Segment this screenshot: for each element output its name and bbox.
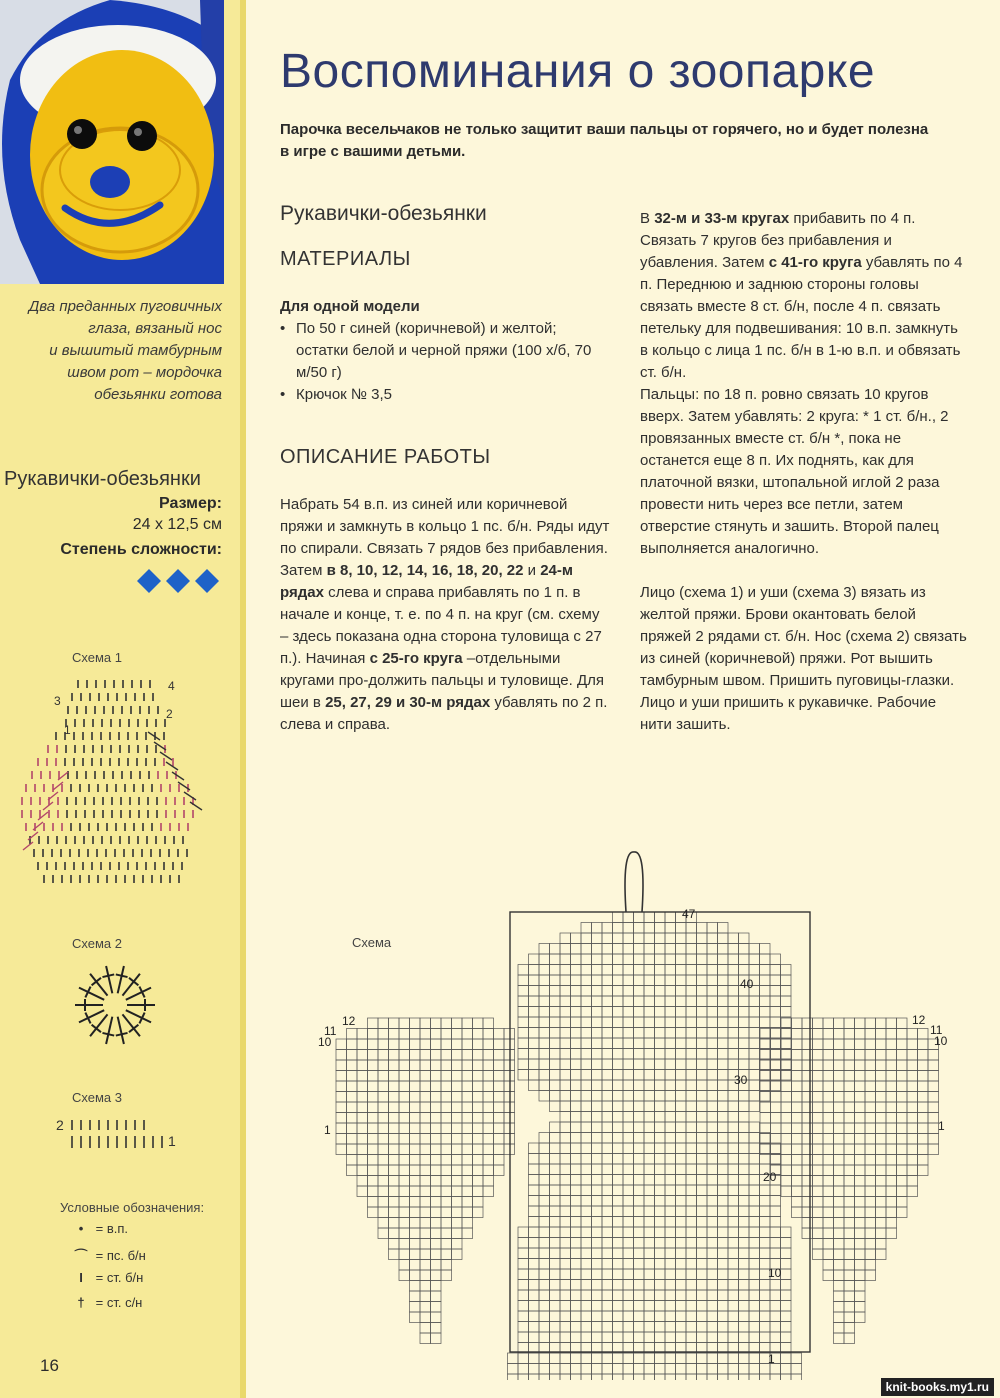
- hanging-loop-icon: [625, 852, 643, 912]
- diamond-icon: [195, 569, 219, 593]
- materials-item: • Крючок № 3,5: [280, 384, 610, 406]
- schema1-row-label: 1: [64, 723, 71, 737]
- caption-line: швом рот – мордочка: [67, 364, 222, 381]
- legend-symbol: I: [79, 1270, 83, 1285]
- schema2-label: Схема 2: [72, 936, 122, 951]
- text-run: –отдельными кругами про-должить пальцы и туловище. Для шеи в: [280, 650, 604, 711]
- difficulty-diamonds: [134, 566, 224, 596]
- grid-row-label: 30: [734, 1073, 748, 1087]
- legend-row: [70, 1295, 142, 1310]
- legend-row: [70, 1245, 146, 1264]
- text-run-bold: с 25-го круга: [369, 650, 463, 667]
- footer-url[interactable]: knit-books.my1.ru: [881, 1378, 994, 1396]
- materials-heading: МАТЕРИАЛЫ: [280, 248, 411, 270]
- schema1-label: Схема 1: [72, 650, 122, 665]
- grid-row-label: 10: [934, 1034, 948, 1048]
- schema1-row-label: 3: [54, 694, 61, 708]
- schema3-row-label: 2: [56, 1117, 64, 1133]
- difficulty-label: Степень сложности:: [60, 541, 222, 558]
- text-run-bold: с 41-го круга: [768, 254, 862, 271]
- diamond-icon: [166, 569, 190, 593]
- grid-row-label: 1: [324, 1123, 331, 1137]
- schema3-diagram: [52, 1112, 182, 1156]
- caption-line: Два преданных пуговичных: [28, 298, 222, 315]
- work-heading: ОПИСАНИЕ РАБОТЫ: [280, 446, 491, 468]
- section-subtitle: Рукавички-обезьянки: [280, 202, 487, 225]
- materials-item: • По 50 г синей (коричневой) и желтой; остатки белой и черной пряжи (100 х/б, 70 м/50 г): [280, 318, 610, 384]
- text-run-bold: в 8, 10, 12, 14, 16, 18, 20, 22: [326, 562, 524, 579]
- schema1-row-label: 2: [166, 707, 173, 721]
- intro-text: Парочка весельчаков не только защитит ваши пальцы от горячего, но и будет полезна в игре с вашими детьми.: [280, 121, 929, 160]
- diamond-icon: [137, 569, 161, 593]
- legend-text: = ст. б/н: [95, 1270, 144, 1285]
- text-run-bold: 32-м и 33-м кругах: [654, 210, 790, 227]
- schema1-row-label: 4: [168, 679, 175, 693]
- fingers-paragraph: Пальцы: по 18 п. ровно связать 10 кругов вверх. Затем убавлять: 2 круга: * 1 ст. б/н., 2 провязанных вместе ст. б/н *, пока не останется еще 8 п. Их поднять, как для платочной вязки, штопальной иглой 2 раза провести нить через все петли, затем отверстие стянуть и зашить. Второй палец выполняется аналогично.: [640, 386, 949, 557]
- text-run-bold: 25, 27, 29 и 30-м рядах: [325, 694, 491, 711]
- legend-row: [70, 1270, 143, 1285]
- schema3-row-label: 1: [168, 1133, 176, 1149]
- legend-symbol: †: [77, 1295, 85, 1310]
- grid-row-label: 11: [324, 1024, 337, 1038]
- grid-row-label: 12: [342, 1014, 356, 1028]
- materials-block: [280, 296, 610, 406]
- text-run: Набрать 54 в.п. из синей или коричневой пряжи и замкнуть в кольцо 1 пс. б/н. Ряды идут по спирали. Связать 7 рядов без прибавления. Затем: [280, 496, 610, 579]
- grid-row-label: 20: [763, 1170, 777, 1184]
- work-text-col1: [280, 494, 610, 736]
- legend-title: Условные обозначения:: [60, 1200, 205, 1215]
- face-paragraph: Лицо (схема 1) и уши (схема 3) вязать из желтой пряжи. Брови окантовать белой пряжей 2 рядами ст. б/н. Нос (схема 2) связать из синей (коричневой) пряжи. Рот вышить тамбурным швом. Пришить пуговицы-глазки. Лицо и уши пришить к рукавичке. Рабочие нити зашить.: [640, 584, 967, 733]
- grid-row-label: 12: [912, 1013, 926, 1027]
- text-run: слева и справа прибавлять по 1 п. в начале и конце, т. е. по 4 п. на круг (см. схему – здесь показана одна сторона туловища с 27 п.). Начиная: [280, 584, 602, 667]
- text-run: В: [640, 210, 655, 227]
- knitting-grid-chart: [310, 840, 970, 1380]
- page-title: Воспоминания о зоопарке: [280, 45, 876, 98]
- caption-line: обезьянки готова: [94, 386, 222, 403]
- monkey-photo: [0, 0, 224, 284]
- legend-symbol: •: [78, 1221, 84, 1236]
- schema1-diagram: [8, 672, 230, 902]
- caption-line: и вышитый тамбурным: [49, 342, 222, 359]
- work-text-col2: [640, 208, 970, 736]
- legend-text: = ст. с/н: [95, 1295, 143, 1310]
- size-label: Размер:: [159, 495, 222, 512]
- schema2-diagram: [58, 960, 172, 1050]
- legend-symbol: ⌒: [74, 1248, 88, 1263]
- page-number: 16: [40, 1356, 59, 1375]
- sidebar-title: Рукавички-обезьянки: [4, 468, 201, 490]
- caption-line: глаза, вязаный нос: [88, 320, 222, 337]
- legend-text: = пс. б/н: [95, 1248, 146, 1263]
- schema-main-label: Схема: [352, 935, 392, 950]
- size-value: 24 х 12,5 см: [132, 516, 222, 533]
- text-run-bold: 24-м рядах: [280, 562, 573, 601]
- text-run: и: [523, 562, 541, 579]
- text-run: убавлять по 4 п. Переднюю и заднюю стороны головы связать вместе 8 ст. б/н, после 4 п. связать петельку для подвешивания: 10 в.п. замкнуть в кольцо с лица 1 пс. б/н в 1-ю в.п. и обвязать ст. б/н.: [640, 254, 963, 381]
- schema3-label: Схема 3: [72, 1090, 122, 1105]
- photo-caption: [10, 296, 222, 406]
- grid-row-label: 40: [740, 977, 754, 991]
- grid-row-label: 11: [930, 1023, 943, 1037]
- grid-row-label: 10: [318, 1035, 332, 1049]
- materials-model: Для одной модели: [280, 298, 420, 315]
- text-run: прибавить по 4 п. Связать 7 кругов без прибавления и убавления. Затем: [640, 210, 916, 271]
- sidebar-edge: [240, 0, 246, 1398]
- grid-row-label: 10: [768, 1266, 782, 1280]
- legend-row: [70, 1221, 128, 1236]
- grid-row-label: 47: [682, 907, 696, 921]
- grid-row-label: 1: [768, 1352, 775, 1366]
- grid-row-label: 1: [938, 1119, 945, 1133]
- text-run: убавлять по 2 п. слева и справа.: [280, 694, 608, 733]
- legend-text: = в.п.: [95, 1221, 128, 1236]
